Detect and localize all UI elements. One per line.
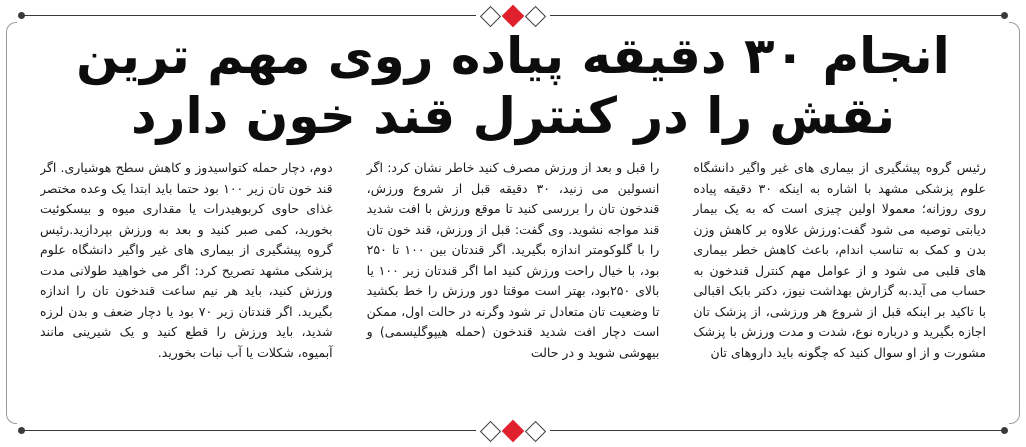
bottom-diamond-ornament [476,418,550,444]
red-diamond-icon [502,420,525,443]
left-frame-bracket [6,22,17,424]
divider-end-dot [1001,12,1008,19]
article-column-left: دوم، دچار حمله کتواسیدوز و کاهش سطح هوشیاری. اگر قند خون تان زیر ۱۰۰ بود حتما باید ابتدا یک وعده مختصر غذای حاوی کربوهیدرات یا مقداری میوه و بیسکوئیت بخورید، کمی صبر کنید و بعد به ورزش بپردازید.رئیس گروه پیشگیری از بیماری های غیر واگیر دانشگاه علوم پزشکی مشهد تصریح کرد: اگر می خواهید طولانی مدت ورزش کنید، باید هر نیم ساعت قندخون تان را اندازه بگیرید. اگر قندتان زیر ۷۰ بود یا دچار ضعف و بدن لرزه شدید، باید ورزش را قطع کنید و یک شیرینی مانند آبمیوه، شکلات یا آب نبات بخورید. [40,160,333,360]
outline-diamond-icon [480,5,501,26]
divider-end-dot [18,427,25,434]
article-column-middle: را قبل و بعد از ورزش مصرف کنید خاطر نشان کرد: اگر انسولین می زنید، ۳۰ دقیقه قبل از شروع ورزش، قندخون تان را بررسی کنید تا موقع ورزش با افت شدید قند مواجه نشوید. وی گفت: قبل از ورزش، قند خون تان را با گلوکومتر اندازه بگیرید. اگر قندتان بین ۱۰۰ تا ۲۵۰ بود، با خیال راحت ورزش کنید اما اگر قندتان زیر ۱۰۰ یا بالای ۲۵۰بود، بهتر است موقتا دور ورزش را خط بکشید تا وضعیت تان متعادل تر شود وگرنه در حالت اول، ممکن است دچار افت شدید قندخون (حمله هیپوگلیسمی) و بیهوشی شوید و در حالت [366,160,660,360]
article-headline: انجام ۳۰ دقیقه پیاده روی مهم ترین نقش را در کنترل قند خون دارد [76,27,950,145]
outline-diamond-icon [525,420,546,441]
outline-diamond-icon [480,420,501,441]
outline-diamond-icon [525,5,546,26]
right-frame-bracket [1009,22,1020,424]
article-body [40,158,986,420]
divider-end-dot [18,12,25,19]
article-column-right: رئیس گروه پیشگیری از بیماری های غیر واگیر دانشگاه علوم پزشکی مشهد با اشاره به اینکه ۳۰ دقیقه پیاده روی روزانه؛ معمولا اولین چیزی است که به یک بیمار دیابتی توصیه می شود گفت:ورزش علاوه بر کاهش وزن بدن و کمک به تناسب اندام، باعث کاهش خطر بیماری های قلبی می شود و از عوامل مهم کنترل قندخون به حساب می آید.به گزارش بهداشت نیوز، دکتر بابک اقبالی با تاکید بر اینکه قبل از شروع هر ورزشی، از پزشک تان اجازه بگیرید و درباره نوع، شدت و مدت ورزش با پزشک مشورت و از او سوال کنید که چگونه باید داروهای تان [693,160,986,360]
divider-end-dot [1001,427,1008,434]
red-diamond-icon [502,5,525,28]
